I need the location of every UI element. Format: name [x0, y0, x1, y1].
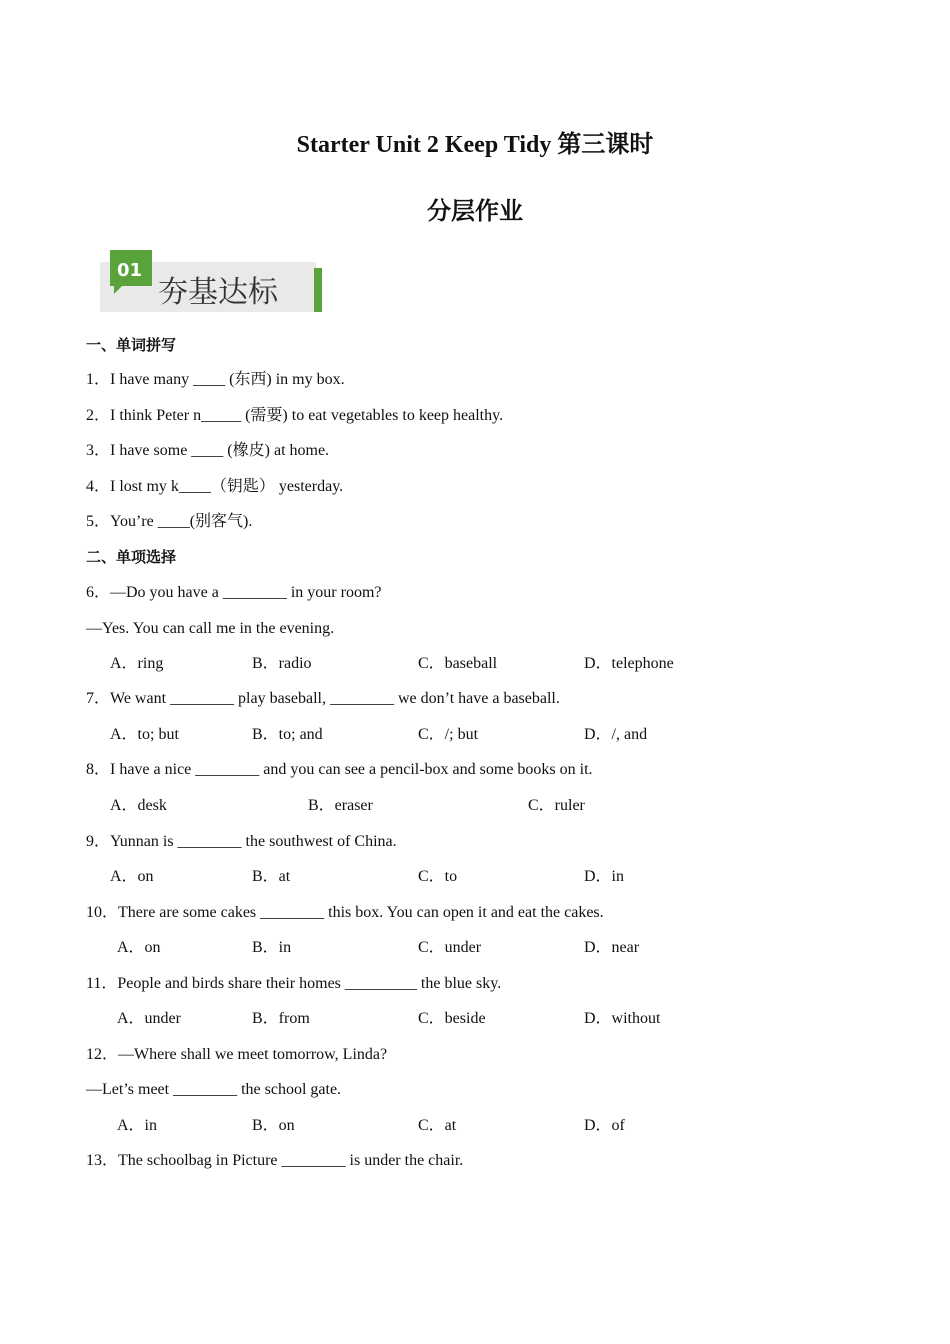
option-6-b: B．radio	[252, 655, 312, 672]
section-heading-spelling: 一、单词拼写	[86, 338, 177, 354]
option-6-a: A．ring	[110, 655, 164, 672]
section-badge	[100, 248, 324, 314]
option-7-a: A．to; but	[110, 726, 179, 743]
option-10-c: C．under	[418, 939, 482, 956]
option-9-d: D．in	[584, 868, 625, 885]
question-1: 1．I have many ____ (东西) in my box.	[86, 371, 345, 388]
option-11-b: B．from	[252, 1010, 310, 1027]
question-12: 12．—Where shall we meet tomorrow, Linda?	[86, 1046, 388, 1063]
option-9-a: A．on	[110, 868, 154, 885]
option-7-d: D．/, and	[584, 726, 648, 743]
option-8-b: B．eraser	[308, 797, 373, 814]
option-9-b: B．at	[252, 868, 291, 885]
option-12-a: A．in	[117, 1117, 158, 1134]
question-13: 13．The schoolbag in Picture ________ is under the chair.	[86, 1152, 464, 1169]
question-11: 11．People and birds share their homes _________ the blue sky.	[86, 975, 502, 992]
section-heading-choice: 二、单项选择	[86, 550, 177, 566]
option-10-d: D．near	[584, 939, 640, 956]
badge-number: 01	[117, 260, 143, 281]
question-6-reply: —Yes. You can call me in the evening.	[86, 620, 335, 637]
question-10: 10．There are some cakes ________ this box. You can open it and eat the cakes.	[86, 904, 604, 921]
question-6: 6．—Do you have a ________ in your room?	[86, 584, 382, 601]
option-12-d: D．of	[584, 1117, 625, 1134]
option-8-c: C．ruler	[528, 797, 585, 814]
question-3: 3．I have some ____ (橡皮) at home.	[86, 442, 330, 459]
question-9: 9．Yunnan is ________ the southwest of China.	[86, 833, 397, 850]
option-8-a: A．desk	[110, 797, 167, 814]
option-9-c: C．to	[418, 868, 458, 885]
question-2: 2．I think Peter n_____ (需要) to eat vegetables to keep healthy.	[86, 407, 504, 424]
question-7: 7．We want ________ play baseball, ________ we don’t have a baseball.	[86, 690, 560, 707]
option-6-d: D．telephone	[584, 655, 674, 672]
option-10-a: A．on	[117, 939, 161, 956]
option-7-c: C．/; but	[418, 726, 479, 743]
question-4: 4．I lost my k____（钥匙） yesterday.	[86, 478, 344, 495]
option-11-a: A．under	[117, 1010, 181, 1027]
option-12-c: C．at	[418, 1117, 457, 1134]
option-11-d: D．without	[584, 1010, 661, 1027]
question-8: 8．I have a nice ________ and you can see a pencil-box and some books on it.	[86, 761, 593, 778]
option-10-b: B．in	[252, 939, 292, 956]
option-12-b: B．on	[252, 1117, 295, 1134]
option-11-c: C．beside	[418, 1010, 486, 1027]
question-5: 5．You’re ____(别客气).	[86, 513, 253, 530]
badge-label: 夯基达标	[158, 275, 278, 310]
question-12-reply: —Let’s meet ________ the school gate.	[86, 1081, 342, 1098]
option-6-c: C．baseball	[418, 655, 498, 672]
page-subtitle: 分层作业	[427, 199, 523, 225]
option-7-b: B．to; and	[252, 726, 323, 743]
page-title: Starter Unit 2 Keep Tidy 第三课时	[296, 132, 654, 158]
